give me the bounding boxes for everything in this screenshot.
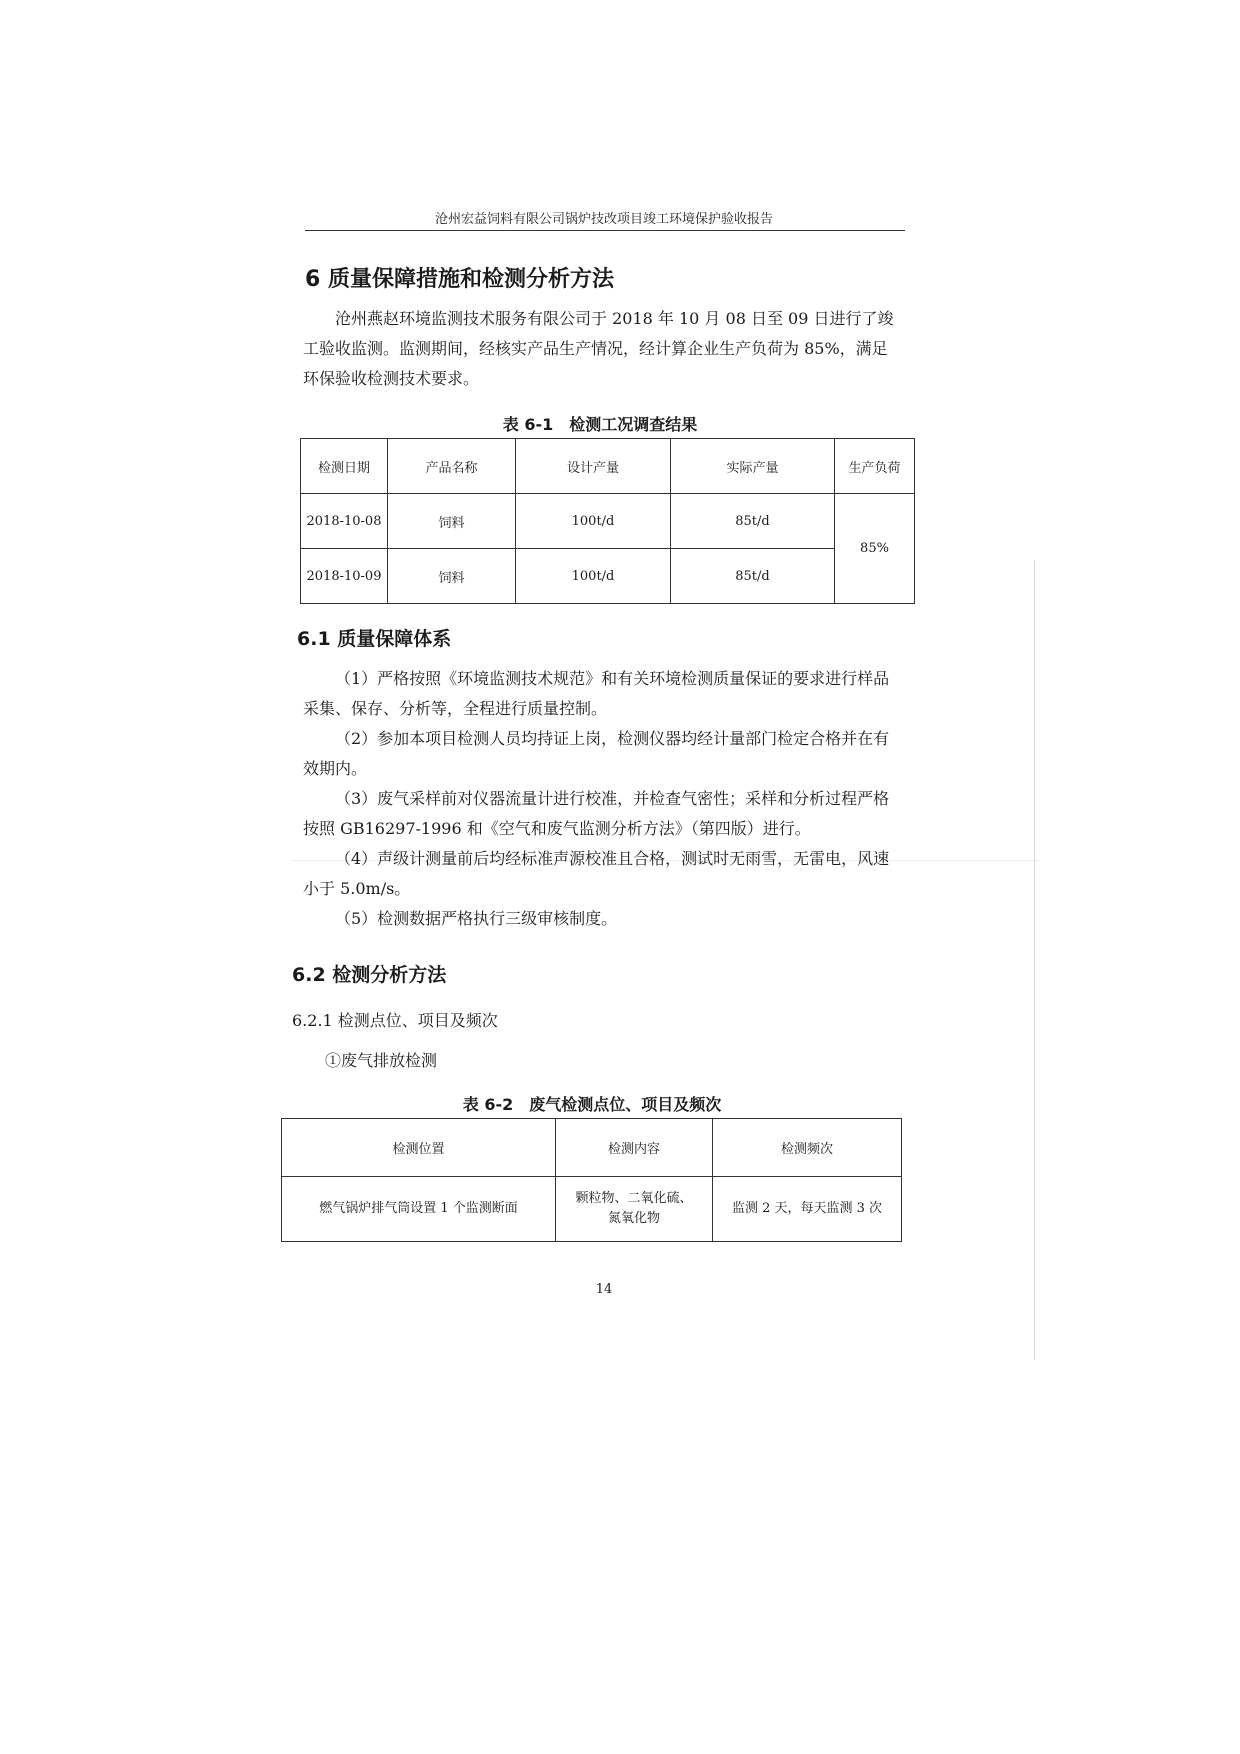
section-6-1-heading: 6.1 质量保障体系 xyxy=(297,628,452,650)
table-6-1-caption: 表 6-1 检测工况调查结果 xyxy=(502,415,698,434)
product-cell: 饲料 xyxy=(388,494,516,549)
table-header-cell: 检测位置 xyxy=(282,1119,556,1177)
actual-output-cell: 85t/d xyxy=(671,549,835,604)
exhaust-monitoring-label: ①废气排放检测 xyxy=(325,1051,438,1070)
table-row xyxy=(301,494,915,549)
qa-item-2: （2）参加本项目检测人员均持证上岗，检测仪器均经计量部门检定合格并在有效期内。 xyxy=(303,729,890,778)
header-rule xyxy=(305,230,905,231)
table-header-row xyxy=(282,1119,902,1177)
section-6-heading: 6 质量保障措施和检测分析方法 xyxy=(305,267,614,292)
product-cell: 饲料 xyxy=(388,549,516,604)
production-load-cell: 85% xyxy=(835,494,915,604)
content-cell xyxy=(556,1177,713,1242)
section-6-intro: 沧州燕赵环境监测技术服务有限公司于 2018 年 10 月 08 日至 09 日进行了竣工验收监测。监测期间，经核实产品生产情况，经计算企业生产负荷为 85%，满足环保验收检测技术要求。 xyxy=(303,309,894,388)
table-header-cell: 设计产量 xyxy=(516,439,671,494)
table-header-cell: 检测日期 xyxy=(301,439,388,494)
qa-item-4: （4）声级计测量前后均经标准声源校准且合格，测试时无雨雪，无雷电，风速小于 5.0m/s。 xyxy=(303,849,890,898)
table-6-2 xyxy=(281,1118,902,1242)
running-header: 沧州宏益饲料有限公司锅炉技改项目竣工环境保护验收报告 xyxy=(434,212,773,227)
qa-item-3: （3）废气采样前对仪器流量计进行校准，并检查气密性；采样和分析过程严格按照 GB16297-1996 和《空气和废气监测分析方法》（第四版）进行。 xyxy=(303,789,890,838)
scan-edge-line xyxy=(1034,560,1035,1360)
qa-item-1: （1）严格按照《环境监测技术规范》和有关环境检测质量保证的要求进行样品采集、保存、分析等，全程进行质量控制。 xyxy=(303,669,890,718)
section-6-2-1-heading: 6.2.1 检测点位、项目及频次 xyxy=(292,1011,498,1030)
table-row xyxy=(282,1177,902,1242)
design-output-cell: 100t/d xyxy=(516,494,671,549)
content-line: 氮氧化物 xyxy=(607,1211,660,1226)
frequency-cell: 监测 2 天，每天监测 3 次 xyxy=(713,1177,902,1242)
design-output-cell: 100t/d xyxy=(516,549,671,604)
date-cell: 2018-10-08 xyxy=(301,494,388,549)
table-header-cell: 检测频次 xyxy=(713,1119,902,1177)
page-number: 14 xyxy=(595,1282,613,1297)
table-6-2-caption: 表 6-2 废气检测点位、项目及频次 xyxy=(462,1095,722,1114)
qa-item-5: （5）检测数据严格执行三级审核制度。 xyxy=(335,909,618,928)
table-6-1 xyxy=(300,438,915,604)
table-header-cell: 生产负荷 xyxy=(835,439,915,494)
section-6-2-heading: 6.2 检测分析方法 xyxy=(292,964,447,986)
table-header-cell: 产品名称 xyxy=(388,439,516,494)
table-header-row xyxy=(301,439,915,494)
table-row xyxy=(301,549,915,604)
table-header-cell: 实际产量 xyxy=(671,439,835,494)
actual-output-cell: 85t/d xyxy=(671,494,835,549)
position-cell: 燃气锅炉排气筒设置 1 个监测断面 xyxy=(282,1177,556,1242)
date-cell: 2018-10-09 xyxy=(301,549,388,604)
content-line: 颗粒物、二氧化硫、 xyxy=(575,1191,693,1206)
table-header-cell: 检测内容 xyxy=(556,1119,713,1177)
